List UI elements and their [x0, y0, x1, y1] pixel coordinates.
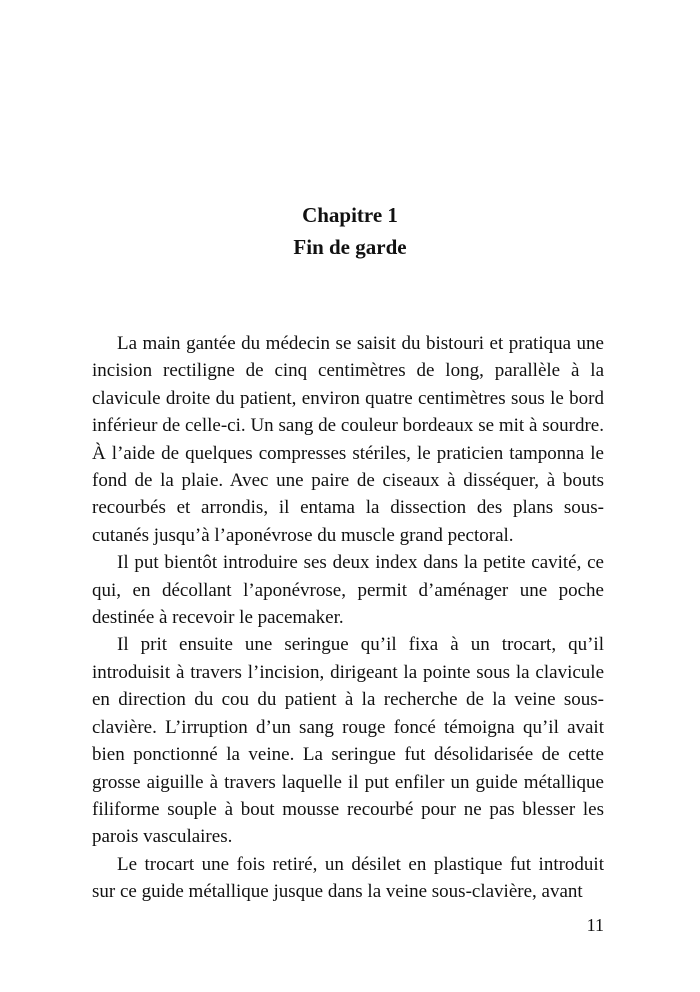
paragraph: Le trocart une fois retiré, un désilet en plastique fut introduit sur ce guide métallique jusque dans la veine sous-clavière, avant	[92, 853, 604, 903]
chapter-number: Chapitre 1	[302, 203, 398, 227]
paragraph: Il put bientôt introduire ses deux index dans la petite cavité, ce qui, en décollant l’aponévrose, permit d’aménager une poche destinée à recevoir le pacemaker.	[92, 552, 604, 629]
body-text	[92, 330, 604, 906]
chapter-title: Fin de garde	[293, 235, 407, 259]
paragraph: La main gantée du médecin se saisit du bistouri et pratiqua une incision rectiligne de cinq centimètres de long, parallèle à la clavicule droite du patient, environ quatre centimètres sous le bord inférieur de celle-ci. Un sang de couleur bordeaux se mit à sourdre. À l’aide de quelques compresses stériles, le praticien tamponna le fond de la plaie. Avec une paire de ciseaux à disséquer, à bouts recourbés et arrondis, il entama la dissection des plans sous-cutanés jusqu’à l’aponévrose du muscle grand pectoral.	[92, 333, 604, 546]
page-number: 11	[586, 915, 604, 935]
paragraph: Il prit ensuite une seringue qu’il fixa à un trocart, qu’il introduisit à travers l’incision, dirigeant la pointe sous la clavicule en direction du cou du patient à la recherche de la veine sous-clavière. L’irruption d’un sang rouge foncé témoigna qu’il avait bien ponctionné la veine. La seringue fut désolidarisée de cette grosse aiguille à travers laquelle il put enfiler un guide métallique filiforme souple à bout mousse recourbé pour ne pas blesser les parois vasculaires.	[92, 634, 604, 848]
chapter-heading	[0, 199, 700, 263]
